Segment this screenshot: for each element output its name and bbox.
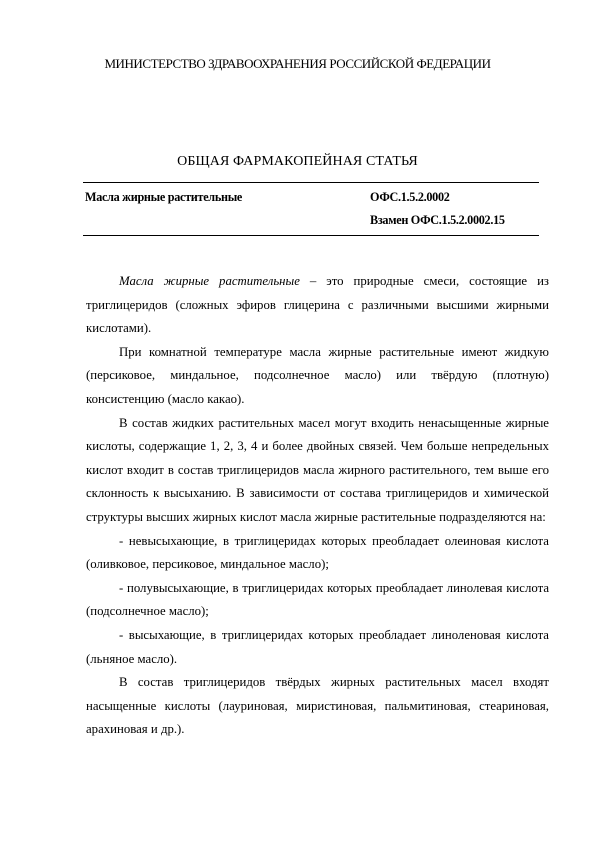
article-replaces: Взамен ОФС.1.5.2.0002.15	[370, 213, 505, 227]
paragraph-consistency: При комнатной температуре масла жирные растительные имеют жидкую (персиковое, миндальное, подсолнечное масло) или твёрдую (плотную) консистенцию (масло какао).	[86, 344, 549, 406]
document-type-title: ОБЩАЯ ФАРМАКОПЕЙНАЯ СТАТЬЯ	[177, 154, 418, 169]
article-body	[86, 270, 549, 742]
paragraph-solid-oils: В состав триглицеридов твёрдых жирных растительных масел входят насыщенные кислоты (лауриновая, миристиновая, пальмитиновая, стеариновая, арахиновая и др.).	[86, 675, 549, 737]
header-bottom-rule	[83, 235, 539, 236]
article-code: ОФС.1.5.2.0002	[370, 190, 450, 204]
article-name: Масла жирные растительные	[85, 190, 243, 204]
ministry-heading: МИНИСТЕРСТВО ЗДРАВООХРАНЕНИЯ РОССИЙСКОЙ ФЕДЕРАЦИИ	[104, 56, 491, 71]
header-top-rule	[83, 182, 539, 183]
defined-term: Масла жирные растительные	[119, 274, 300, 288]
list-item-nondrying: - невысыхающие, в триглицеридах которых преобладает олеиновая кислота (оливковое, персиковое, миндальное масло);	[86, 533, 549, 572]
list-item-semidrying: - полувысыхающие, в триглицеридах которых преобладает линолевая кислота (подсолнечное масло);	[86, 580, 549, 619]
paragraph-definition	[86, 270, 549, 341]
list-item-drying: - высыхающие, в триглицеридах которых преобладает линоленовая кислота (льняное масло).	[86, 627, 549, 666]
definition-text: – это природные смеси, состоящие из триглицеридов (сложных эфиров глицерина с различными высшими жирными кислотами).	[86, 274, 549, 336]
paragraph-composition: В состав жидких растительных масел могут входить ненасыщенные жирные кислоты, содержащие 1, 2, 3, 4 и более двойных связей. Чем больше непредельных кислот входит в состав триглицеридов масла жирного растительного, тем выше его склонность к высыханию. В зависимости от состава триглицеридов и химической структуры высших жирных кислот масла жирные растительные подразделяются на:	[86, 415, 549, 524]
